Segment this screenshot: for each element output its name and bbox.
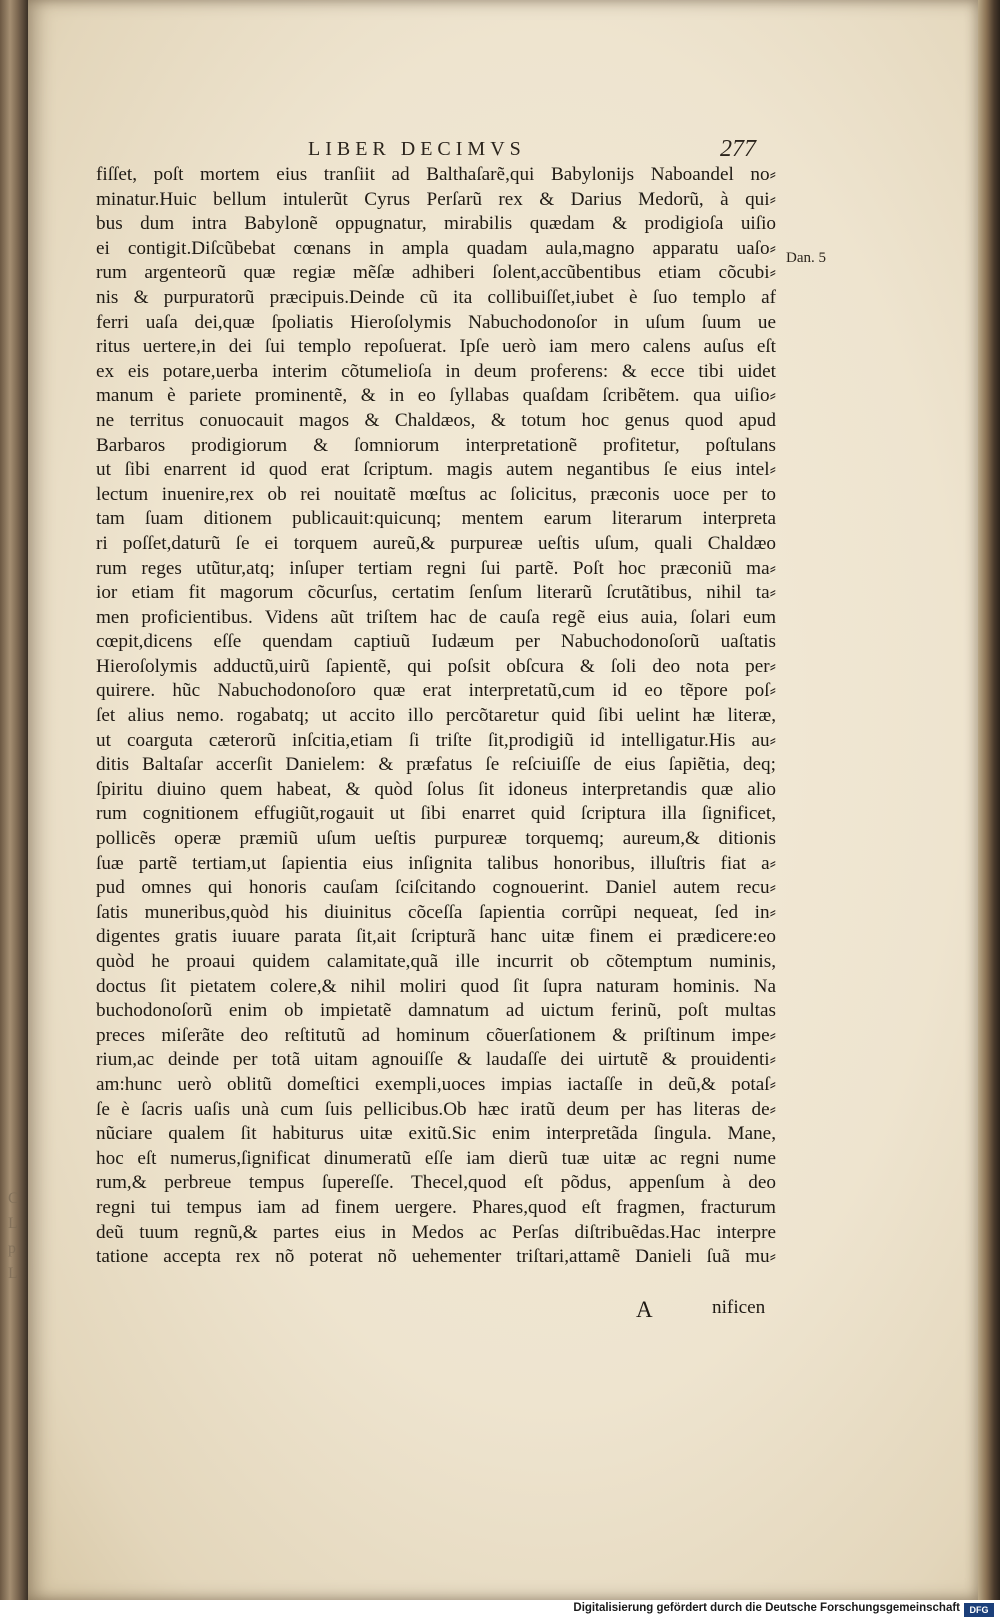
catchword-line	[96, 1297, 776, 1323]
catchword: nificen	[712, 1297, 766, 1318]
text-line: quirere. hũc Nabuchodonoſoro quæ erat interpretatũ,cum id eo tẽpore poſ⸗	[96, 680, 776, 702]
text-line: ut coarguta cæterorũ inſcitia,etiam ſi triſte ſit,prodigiũ id intelligatur.His au⸗	[96, 729, 776, 751]
text-line: quòd he proaui quidem calamitate,quã ille incurrit ob cõtemptum numinis,	[96, 951, 776, 972]
text-line: men proficientibus. Videns aũt triſtem hac de cauſa regẽ eius auia, ſolari eum	[96, 606, 776, 628]
text-line: nũciare qualem ſit habiturus uitæ exitũ.Sic enim interpretãda ſingula. Mane,	[96, 1123, 776, 1145]
footer-bar	[0, 1600, 1000, 1621]
text-line: Barbaros prodigiorum & ſomniorum interpretationẽ profitetur, poſtulans	[96, 434, 776, 456]
text-line: regni tui tempus iam ad finem uergere. Phares,quod eſt fragmen, fracturum	[96, 1196, 776, 1218]
text-line: pud omnes qui honoris cauſam ſciſcitando cognouerint. Daniel autem recu⸗	[96, 877, 776, 899]
text-line: buchodonoſorũ enim ob impietatẽ damnatum ad uictum ferinũ, poſt multas	[96, 1000, 776, 1022]
text-line: Hieroſolymis adductũ,uirũ ſapientẽ, qui poſsit obſcura & ſoli deo nota per⸗	[96, 655, 776, 677]
text-line: minatur.Huic bellum intulerũt Cyrus Perſarũ rex & Darius Medorũ, à qui⸗	[96, 188, 776, 210]
body-text	[96, 163, 776, 1270]
bleed-glyph: L	[8, 1265, 18, 1282]
funding-credit: Digitalisierung gefördert durch die Deutsche Forschungsgemeinschaft	[573, 1602, 960, 1614]
text-line: pollicẽs operæ præmiũ uſum ueſtis purpureæ torquemq; aureum,& ditionis	[96, 828, 776, 850]
text-line: hoc eſt numerus,ſignificat dinumeratũ eſſe iam dierũ tuæ uitæ ac regni nume	[96, 1147, 776, 1169]
text-line: preces miſerãte deo reſtitutũ ad hominum cõuerſationem & priſtinum impe⸗	[96, 1024, 776, 1046]
text-line: rum reges utũtur,atq; inſuper tertiam regni ſui partẽ. Poſt hoc præconiũ ma⸗	[96, 557, 776, 579]
signature-mark: A	[636, 1297, 653, 1322]
text-line: lectum inuenire,rex ob rei nouitatẽ mœſtus ac ſolicitus, præconis uoce per to	[96, 483, 776, 505]
dfg-logo: DFG	[964, 1603, 994, 1617]
text-line: ſe è ſacris uaſis unà cum ſuis pellicibus.Ob hæc iratũ deum per has literas de⸗	[96, 1098, 776, 1120]
text-line: digentes gratis iuuare parata ſit,ait ſcripturã hanc uitæ finem ei prædicere:eo	[96, 926, 776, 948]
text-line: rium,ac deinde per totã uitam agnouiſſe & laudaſſe dei uirtutẽ & prouidenti⸗	[96, 1049, 776, 1071]
margin-note: Dan. 5	[786, 250, 826, 266]
bleed-glyph: L	[8, 1215, 18, 1232]
text-line: ditis Baltaſar accerſit Danielem: & præfatus ſe reſciuiſſe de eius ſapiẽtia, deq;	[96, 754, 776, 776]
text-line: tam ſuam ditionem publicauit:quicunq; mentem earum literarum interpreta	[96, 508, 776, 530]
text-line: bus dum intra Babylonẽ oppugnatur, mirabilis quædam & prodigioſa uiſio	[96, 213, 776, 235]
bleed-glyph: p	[8, 1240, 16, 1257]
text-line: doctus ſit pietatem colere,& nihil moliri quod ſit ſupra naturam hominis. Na	[96, 975, 776, 997]
page-edge-right	[978, 0, 1000, 1600]
text-line: deũ tuum regnũ,& partes eius in Medos ac Perſas diſtribuẽdas.Hac interpre	[96, 1221, 776, 1243]
text-line: nis & purpuratorũ præcipuis.Deinde cũ ita collibuiſſet,iubet è ſuo templo af	[96, 286, 776, 308]
facing-page-bleed	[6, 0, 28, 1600]
text-line: ſet alius nemo. rogabatq; ut accito illo percõtaretur quid ſibi uelint hæ literæ,	[96, 705, 776, 727]
text-line: tatione accepta rex nõ poterat nõ uehementer triſtari,attamẽ Danieli ſuã mu⸗	[96, 1246, 776, 1268]
text-line: ei contigit.Diſcũbebat cœnans in ampla quadam aula,magno apparatu uaſo⸗	[96, 237, 776, 259]
text-line: am:hunc uerò oblitũ domeſtici exempli,uoces impias iactaſſe in deũ,& potaſ⸗	[96, 1073, 776, 1095]
text-line: rum argenteorũ quæ regiæ mẽſæ adhiberi ſolent,accũbentibus etiam cõcubi⸗	[96, 262, 776, 284]
text-line: ritus uertere,in dei ſui templo repoſuerat. Ipſe uerò iam mero calens auſus eſt	[96, 336, 776, 358]
text-line: ne territus conuocauit magos & Chaldæos, & totum hoc genus quod apud	[96, 409, 776, 431]
text-line: ſpiritu diuino quem habeat, & quòd ſolus ſit idoneus interpretandis quæ alio	[96, 778, 776, 800]
text-line: ex eis potare,uerba interim cõtumelioſa in deum proferens: & ecce tibi uidet	[96, 360, 776, 382]
book-page	[28, 0, 978, 1600]
text-line: ferri uaſa dei,quæ ſpoliatis Hieroſolymis Nabuchodonoſor in uſum ſuum ue	[96, 311, 776, 333]
text-line: ſatis muneribus,quòd his diuinitus cõceſſa ſapientia corrũpi nequeat, ſed in⸗	[96, 901, 776, 923]
text-line: fiſſet, poſt mortem eius tranſiit ad Balthaſarẽ,qui Babylonijs Naboandel no⸗	[96, 164, 776, 185]
text-line: rum,& perbreue tempus ſupereſſe. Thecel,quod eſt põdus, appenſum à deo	[96, 1172, 776, 1194]
text-line: manum è pariete prominentẽ, & in eo ſyllabas quaſdam ſcribẽtem. qua uiſio⸗	[96, 385, 776, 407]
text-line: ior etiam fit magorum cõcurſus, certatim ſenſum literarũ ſcrutãtibus, nihil ta⸗	[96, 582, 776, 604]
text-line: ut ſibi enarrent id quod erat ſcriptum. magis autem negantibus ſe eius intel⸗	[96, 459, 776, 481]
text-line: ri poſſet,daturũ ſe ei torquem aureũ,& purpureæ ueſtis uſum, quali Chaldæo	[96, 532, 776, 554]
bleed-glyph: C	[8, 1190, 19, 1207]
page-number: 277	[720, 136, 756, 162]
text-line: rum cognitionem effugiũt,rogauit ut ſibi enarret quid ſcriptura illa ſignificet,	[96, 803, 776, 825]
text-line: cœpit,dicens eſſe quendam captiuũ Iudæum per Nabuchodonoſorũ uaſtatis	[96, 631, 776, 653]
text-line: ſuæ partẽ tertiam,ut ſapientia eius inſignita talibus honoribus, illuſtris fiat a⸗	[96, 852, 776, 874]
running-head: LIBER DECIMVS	[308, 138, 526, 160]
